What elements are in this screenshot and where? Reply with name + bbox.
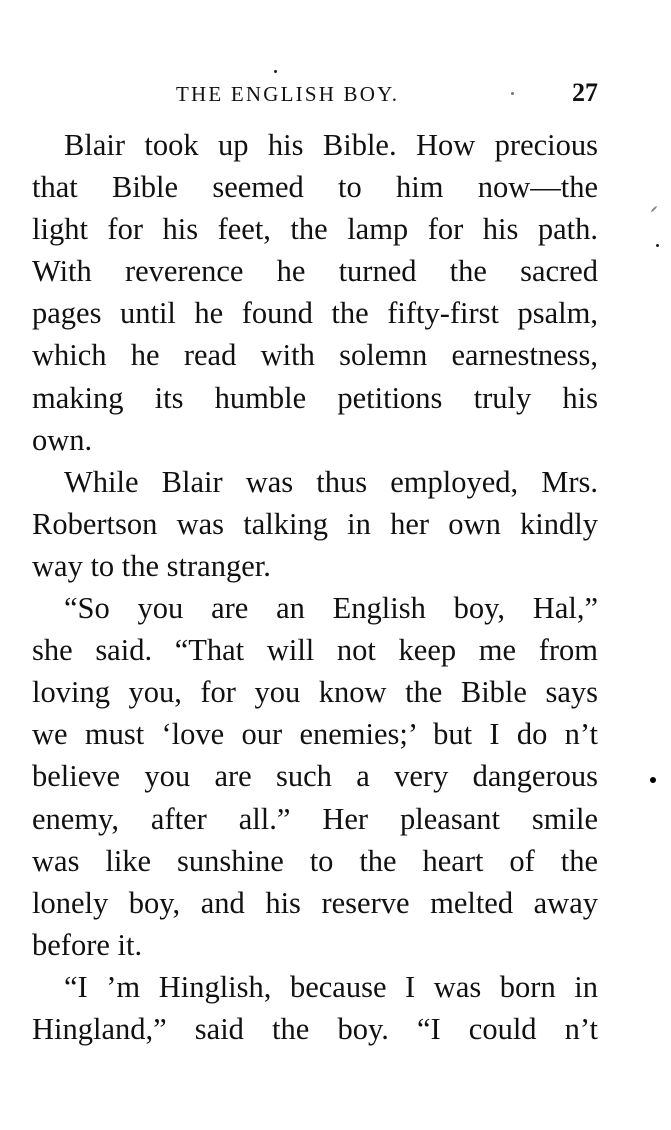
running-title: THE ENGLISH BOY. xyxy=(176,82,400,106)
body-text xyxy=(32,124,598,1050)
text-line: was like sunshine to the heart of the xyxy=(32,843,598,878)
text-line: pages until he found the fifty-first psalm, xyxy=(32,296,598,331)
text-line: Hingland,” said the boy. “I could n’t xyxy=(32,1011,598,1046)
ink-speck xyxy=(274,70,277,73)
text-line: way to the stranger. xyxy=(32,548,271,583)
text-line: With reverence he turned the sacred xyxy=(32,254,598,289)
text-line: While Blair was thus employed, Mrs. xyxy=(64,464,598,499)
ink-speck xyxy=(650,777,656,783)
text-line: making its humble petitions truly his xyxy=(32,380,598,415)
ink-speck xyxy=(511,92,514,95)
text-line: “So you are an English boy, Hal,” xyxy=(64,591,598,626)
running-head xyxy=(32,78,598,110)
text-line: we must ‘love our enemies;’ but I do n’t xyxy=(32,717,598,752)
text-line: enemy, after all.” Her pleasant smile xyxy=(32,801,598,836)
text-line: before it. xyxy=(32,927,143,962)
text-line: light for his feet, the lamp for his path. xyxy=(32,212,598,247)
ink-speck xyxy=(656,244,659,247)
text-line: that Bible seemed to him now—the xyxy=(32,170,598,205)
text-line: lonely boy, and his reserve melted away xyxy=(32,885,598,920)
ink-speck xyxy=(650,205,657,212)
text-line: believe you are such a very dangerous xyxy=(32,759,598,794)
text-line: which he read with solemn earnestness, xyxy=(32,338,598,373)
text-line: “I ’m Hinglish, because I was born in xyxy=(64,969,598,1004)
text-line: Blair took up his Bible. How precious xyxy=(64,128,598,162)
text-line: Robertson was talking in her own kindly xyxy=(32,506,598,541)
text-line: own. xyxy=(32,422,93,457)
text-line: she said. “That will not keep me from xyxy=(32,633,598,668)
page-number: 27 xyxy=(572,78,598,107)
text-line: loving you, for you know the Bible says xyxy=(32,675,598,710)
